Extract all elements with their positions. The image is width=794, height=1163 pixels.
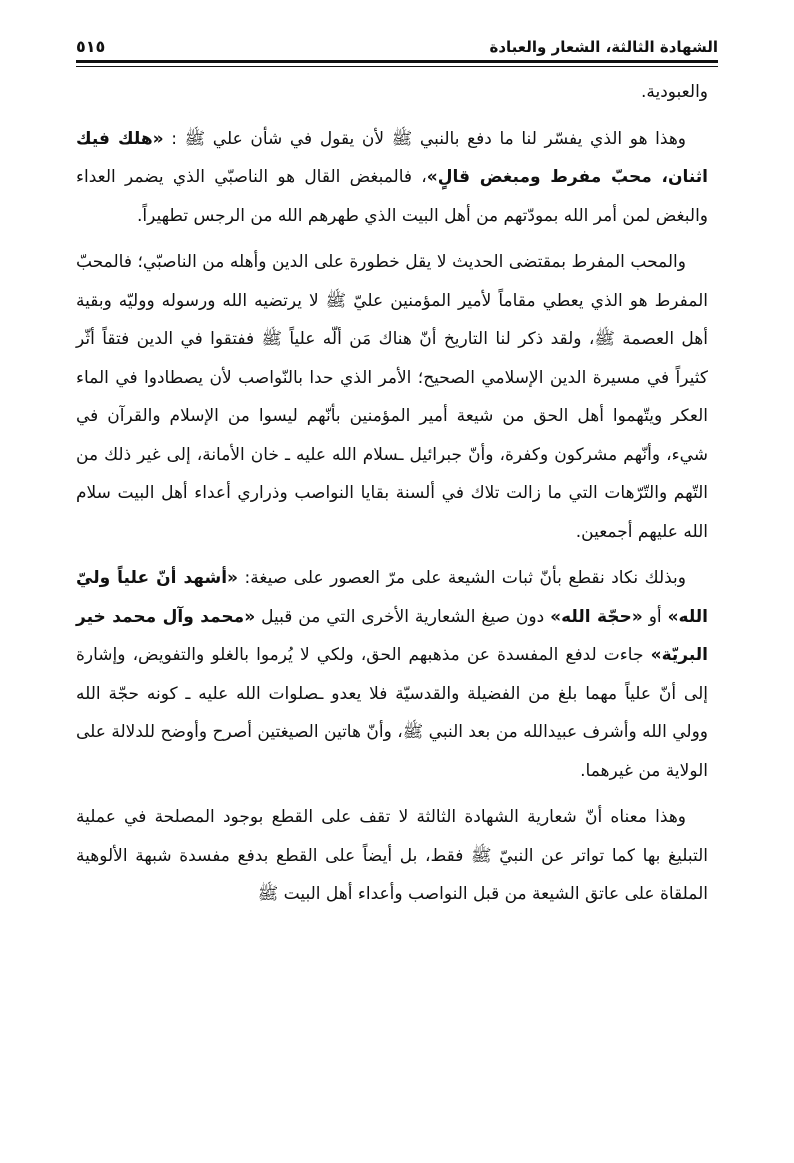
paragraph-5: وهذا معناه أنّ شعارية الشهادة الثالثة لا تقف على القطع بوجود المصلحة في عملية التبليغ بها كما تواتر عن النبيّ ﷺ فقط، بل أيضاً على القطع بدفع مفسدة شبهة الألوهية الملقاة على عاتق الشيعة من قبل النواصب وأعداء أهل البيت ﷺ (76, 807, 708, 904)
header-rule-thin (76, 66, 718, 67)
paragraph-2 (76, 120, 708, 236)
header-rule-thick (76, 60, 718, 63)
formula-quote-3: «محمد وآل محمد خير البريّة» (76, 606, 708, 665)
running-header (76, 26, 718, 56)
running-title: الشهادة الثالثة، الشعار والعبادة (489, 38, 718, 56)
paragraph-1: والعبودية. (640, 82, 708, 102)
paragraph-4 (76, 559, 708, 790)
paragraph-4-text-a: وبذلك نكاد نقطع بأنّ ثبات الشيعة على مرّ العصور على صيغة: (238, 568, 686, 588)
formula-quote-2: «حجّة الله» (550, 606, 643, 627)
page-body (76, 73, 708, 914)
paragraph-2-text-a: وهذا هو الذي يفسّر لنا ما دفع بالنبي ﷺ لأن يقول في شأن علي ﷺ : (163, 128, 686, 149)
paragraph-4-text-g: جاءت لدفع المفسدة عن مذهبهم الحق، ولكي لا يُرموا بالغلو والتفويض، وإشارة إلى أنّ علياً مهما بلغ من الفضيلة والقدسيّة فلا يعدو ـصلوات الله عليه ـ كونه حجّة الله وولي الله وأشرف عبيدالله من بعد النبي ﷺ، وأنّ هاتين الصيغتين أصرح وأوضح للدلالة على الولاية من غيرهما. (76, 645, 708, 781)
paragraph-3: والمحب المفرط بمقتضى الحديث لا يقل خطورة على الدين وأهله من الناصبّي؛ فالمحبّ المفرط هو الذي يعطي مقاماً لأمير المؤمنين عليّ ﷺ لا يرتضيه الله ورسوله ووليّه وبقية أهل العصمة ﷺ، ولقد ذكر لنا التاريخ أنّ هناك مَن ألّه علياً ﷺ ففتقوا في الدين فتقاً أثّر كثيراً في مسيرة الدين الإسلامي الصحيح؛ الأمر الذي حدا بالنّواصب لأن يصطادوا في الماء العكر ويتّهموا أهل الحق من شيعة أمير المؤمنين بأنّهم ليسوا من الإسلام والقرآن في شيء، وأنّهم مشركون وكفرة، وأنّ جبرائيل ـسلام الله عليه ـ خان الأمانة، إلى غير ذلك من التّهم والتّرّهات التي ما زالت تلاك في ألسنة بقايا النواصب وذراري أعداء أهل البيت سلام الله عليهم أجمعين. (76, 252, 708, 542)
paragraph-4-text-c: أو (642, 606, 668, 627)
page-number: ٥١٥ (76, 37, 106, 56)
paragraph-4-text-e: دون صيغ الشعارية الأخرى التي من قبيل (255, 606, 551, 627)
paragraph-2-text-c: ، فالمبغض القال هو الناصبّي الذي يضمر العداء والبغض لمن أمر الله بمودّتهم من أهل البيت الذي طهرهم الله من الرجس تطهيراً. (76, 167, 708, 226)
hadith-quote: «هلك فيك اثنان، محبّ مفرط ومبغض قالٍ» (76, 128, 708, 187)
formula-quote-1: «أشهد أنّ علياً وليّ الله» (76, 568, 709, 627)
